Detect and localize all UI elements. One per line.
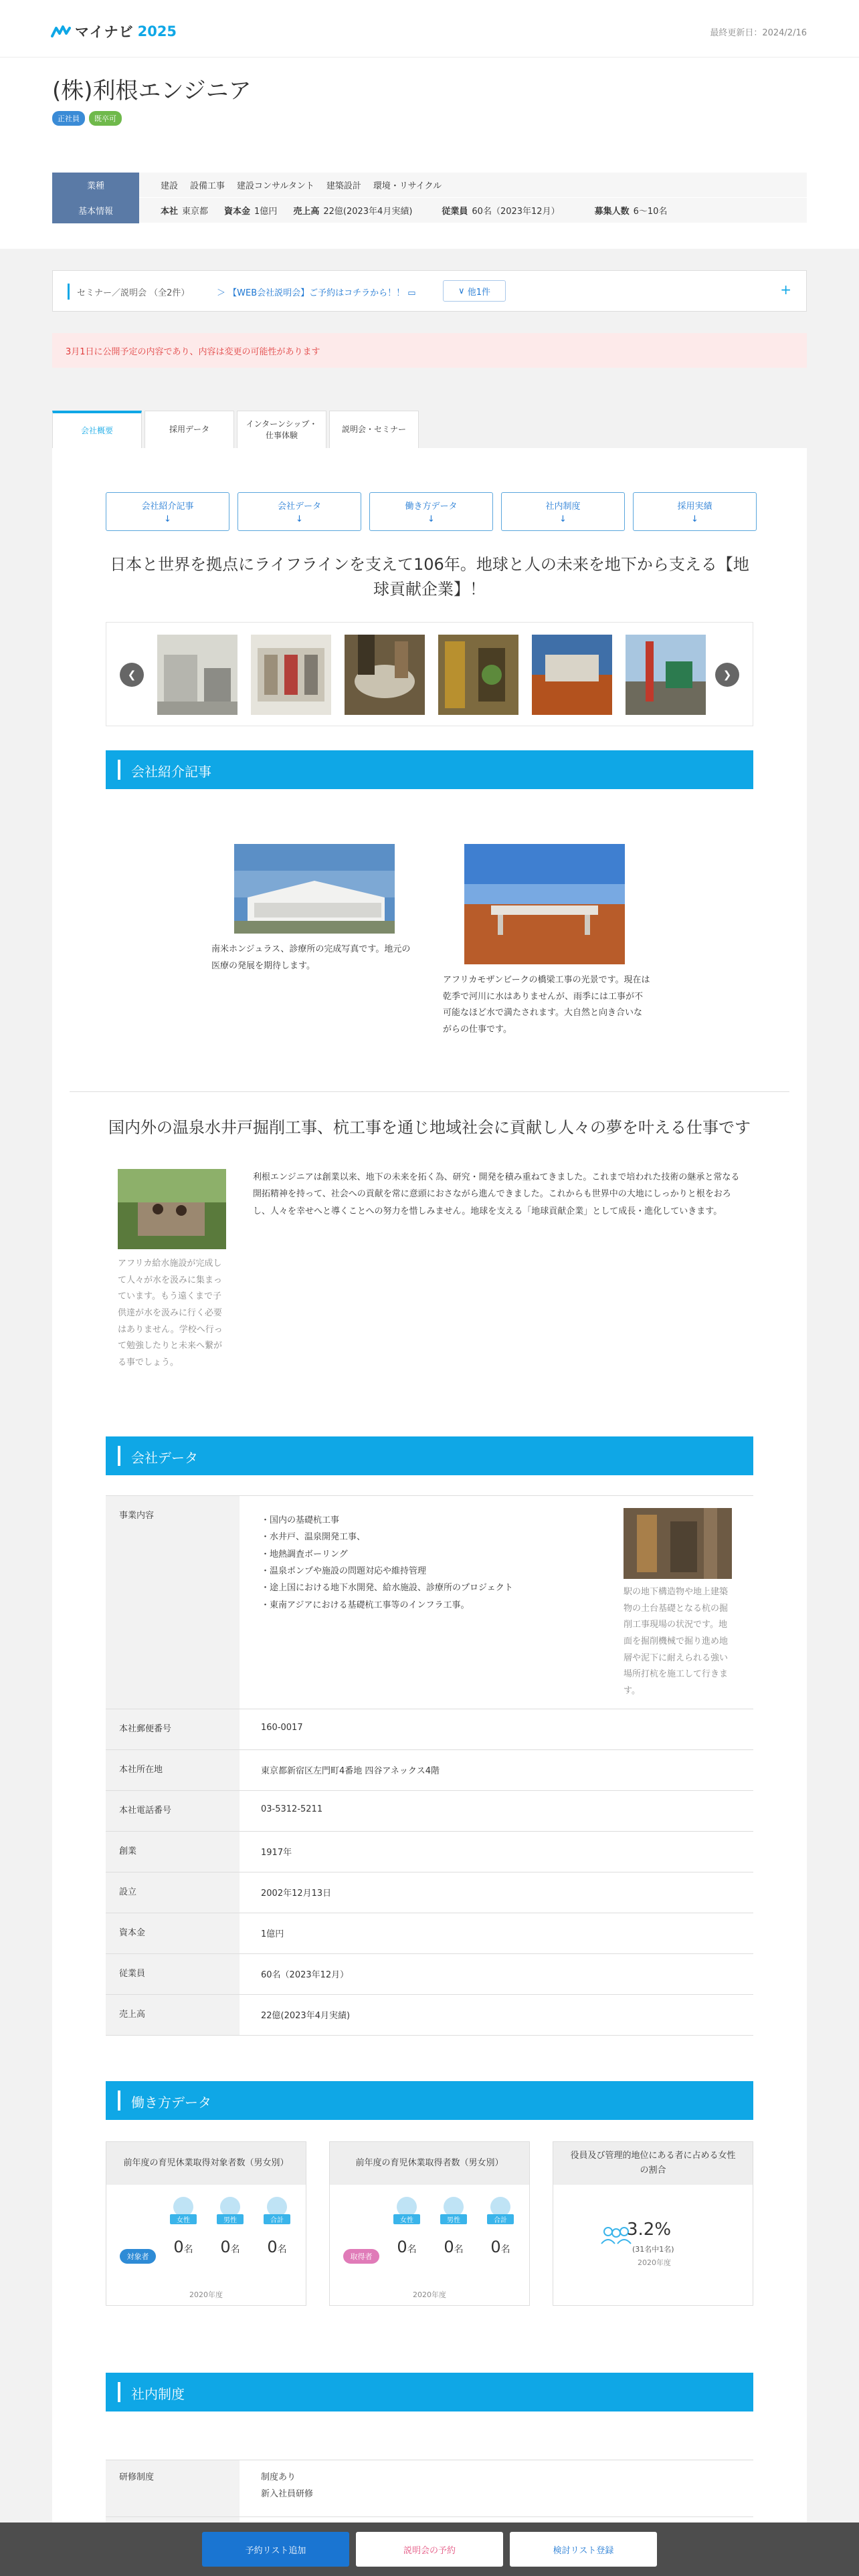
anchor-system[interactable]: 社内制度 ↓	[501, 492, 625, 531]
arrow-down-icon: ↓	[559, 514, 567, 524]
card-title: 前年度の育児休業取得対象者数（男女別）	[106, 2142, 306, 2185]
basic-info-item: 売上高 22億(2023年4月実績)	[293, 207, 413, 217]
row-label: 事業内容	[106, 1496, 240, 1709]
anchor-work-data[interactable]: 働き方データ ↓	[369, 492, 493, 531]
row-value: 1917年	[261, 1848, 292, 1858]
seminar-link[interactable]: ＞ 【WEB会社説明会】ご予約はコチラから！！ ▭	[217, 288, 416, 298]
table-row	[106, 1709, 753, 1750]
row-value: 160-0017	[261, 1723, 303, 1733]
industry-list	[139, 179, 442, 191]
divider	[70, 1091, 789, 1092]
stat-total: 合計 0名	[484, 2197, 517, 2256]
add-consider-list-button[interactable]: 検討リスト登録	[510, 2532, 657, 2567]
card-year: 2020年度	[413, 2290, 446, 2299]
business-photo	[624, 1508, 732, 1579]
intro-caption: アフリカ給水施設が完成して人々が水を汲みに集まっています。もう遠くまで子供達が水を汲みに行く必要はありません。学校へ行って勉強したりと未来へ繋がる事でしょう。	[118, 1259, 223, 1368]
logo-year: 2025	[137, 23, 177, 39]
row-label: 本社所在地	[106, 1750, 240, 1790]
row-label: 創業	[106, 1832, 240, 1872]
list-item: ・ 地熱調査ボーリング	[261, 1546, 753, 1563]
badges	[52, 111, 122, 126]
stat-female: 女性 0名	[167, 2197, 200, 2256]
basic-info-label: 基本情報	[52, 198, 139, 223]
carousel-photo[interactable]	[438, 635, 518, 715]
industry-label: 業種	[52, 173, 139, 198]
badge-fulltime: 正社員	[52, 111, 85, 126]
work-data-cards	[106, 2141, 753, 2306]
site-header	[0, 0, 859, 58]
basic-info-item: 本社 東京都	[161, 207, 209, 217]
row-value: 制度あり 新入社員研修	[261, 2472, 314, 2499]
table-row	[106, 1913, 753, 1954]
stat-male: 男性 0名	[437, 2197, 470, 2256]
ratio-detail: (31名中1名)	[632, 2245, 674, 2254]
ratio-value: 3.2%	[627, 2220, 672, 2240]
basic-info-item: 従業員 60名（2023年12月）	[442, 207, 560, 217]
reserve-seminar-button[interactable]: 説明会の予約	[356, 2532, 503, 2567]
industry-item: 設備工事	[190, 181, 225, 191]
table-row	[106, 1496, 753, 1709]
table-row	[106, 1872, 753, 1913]
last-updated: 最終更新日：2024/2/16	[710, 28, 807, 38]
target-badge: 対象者	[120, 2249, 156, 2264]
table-row	[106, 1995, 753, 2036]
article-caption: アフリカモザンビークの橋梁工事の光景です。現在は乾季で河川に水はありませんが、雨季には工事が不可能なほど水で満たされます。大自然と向き合いながらの仕事です。	[443, 975, 650, 1035]
anchor-results[interactable]: 採用実績 ↓	[633, 492, 757, 531]
taken-badge: 取得者	[343, 2249, 379, 2264]
card-body	[106, 2185, 306, 2305]
seminar-bar	[52, 270, 807, 312]
arrow-down-icon: ↓	[691, 514, 698, 524]
stat-total: 合計 0名	[260, 2197, 294, 2256]
card-title: 前年度の育児休業取得者数（男女別）	[330, 2142, 529, 2185]
anchor-articles[interactable]: 会社紹介記事 ↓	[106, 492, 229, 531]
window-icon: ▭	[407, 288, 416, 298]
arrow-down-icon: ↓	[164, 514, 171, 524]
anchor-nav	[106, 492, 757, 531]
logo-text: マイナビ	[75, 24, 134, 40]
carousel-photo[interactable]	[626, 635, 706, 715]
site-logo[interactable]	[51, 21, 177, 41]
industry-item: 建設コンサルタント	[237, 181, 314, 191]
intro-text: 利根エンジニアは創業以来、地下の未来を拓く為、研究・開発を積み重ねてきました。これまで培われた技術の継承と常なる開拓精神を持って、社会への貢献を常に意頭におさながら進んできました。これからも世界中の大地にしっかりと根をおろし、人々を幸せへと導くことへの努力を惜しみません。地球を支える「地球貢献企業」として成長・進化していきます。	[253, 1172, 740, 1216]
row-value: 2002年12月13日	[261, 1889, 332, 1899]
list-item: ・ 水井戸、温泉開発工事、	[261, 1529, 753, 1545]
plus-icon[interactable]: +	[780, 282, 791, 298]
carousel-photo[interactable]	[251, 635, 331, 715]
row-value: 東京都新宿区左門町4番地 四谷アネックス4階	[261, 1766, 440, 1776]
industry-item: 建築設計	[326, 181, 361, 191]
row-label: 研修制度	[106, 2460, 240, 2516]
row-label: 設立	[106, 1872, 240, 1913]
table-row	[106, 1750, 753, 1791]
business-caption: 駅の地下構造物や地上建築物の土台基礎となる杭の掘削工事現場の状況です。地面を掘削機械で掘り進め地層や泥下に耐えられる強い場所打杭を施工して行きます。	[624, 1587, 729, 1697]
intro-photo	[118, 1169, 226, 1249]
company-info-table	[52, 173, 807, 223]
card-year: 2020年度	[638, 2258, 671, 2267]
arrow-down-icon: ↓	[427, 514, 435, 524]
article-photo	[234, 844, 395, 934]
list-item: ・ 東南アジアにおける基礎杭工事等のインフラ工事。	[261, 1597, 753, 1614]
female-manager-card	[553, 2141, 753, 2306]
row-value: 03-5312-5211	[261, 1804, 323, 1814]
badge-graduate: 既卒可	[89, 111, 122, 126]
company-header	[0, 58, 859, 249]
seminar-label: セミナー／説明会 （全2件）	[77, 288, 190, 298]
intro-heading: 国内外の温泉水井戸掘削工事、杭工事を通じ地域社会に貢献し人々の夢を叶える仕事です	[108, 1118, 751, 1137]
row-label: 従業員	[106, 1954, 240, 1994]
row-value: 22億(2023年4月実績)	[261, 2011, 351, 2021]
industry-item: 建設	[161, 181, 179, 191]
table-row	[106, 1832, 753, 1872]
action-bar	[0, 2523, 859, 2576]
seminar-accent	[68, 284, 70, 300]
basic-info-item: 資本金 1億円	[224, 207, 278, 217]
table-row	[106, 1791, 753, 1832]
tab-recruit-data[interactable]: 採用データ	[145, 411, 234, 448]
card-body	[553, 2185, 753, 2305]
company-data-table	[106, 1495, 753, 2036]
industry-row	[52, 173, 807, 198]
company-name: (株)利根エンジニア	[52, 78, 252, 104]
article-photo	[464, 844, 625, 964]
company-tagline: 日本と世界を拠点にライフラインを支えて106年。地球と人の未来を地下から支える【地球貢献企業】！	[110, 555, 749, 599]
stat-female: 女性 0名	[390, 2197, 423, 2256]
stat-male: 男性 0名	[213, 2197, 247, 2256]
childcare-taken-card	[329, 2141, 530, 2306]
section-articles: 会社紹介記事	[106, 750, 753, 789]
arrow-down-icon: ↓	[296, 514, 303, 524]
tab-overview[interactable]: 会社概要	[52, 411, 142, 448]
list-item: ・ 温泉ポンプや施設の問題対応や維持管理	[261, 1563, 753, 1580]
anchor-company-data[interactable]: 会社データ ↓	[237, 492, 361, 531]
basic-info-item: 募集人数 6～10名	[594, 207, 668, 217]
row-label: 売上高	[106, 1995, 240, 2035]
tab-internship[interactable]: インターンシップ・ 仕事体験	[237, 411, 326, 448]
row-label: 本社電話番号	[106, 1791, 240, 1831]
section-work-data: 働き方データ	[106, 2081, 753, 2120]
industry-item: 環境・リサイクル	[373, 181, 442, 191]
card-year: 2020年度	[189, 2290, 223, 2299]
carousel-next-icon[interactable]: ❯	[715, 663, 739, 687]
section-company-data: 会社データ	[106, 1436, 753, 1475]
card-body	[330, 2185, 529, 2305]
row-label: 本社郵便番号	[106, 1709, 240, 1749]
list-item: ・ 国内の基礎杭工事	[261, 1512, 753, 1529]
article-caption: 南米ホンジュラス、診療所の完成写真です。地元の医療の発展を期待します。	[211, 944, 411, 971]
carousel-thumbs	[157, 635, 706, 715]
tab-seminar[interactable]: 説明会・セミナー	[329, 411, 419, 448]
seminar-more-button[interactable]: ∨ 他1件	[443, 280, 506, 302]
childcare-target-card	[106, 2141, 306, 2306]
mynavi-logo-icon	[51, 24, 71, 39]
business-content	[240, 1496, 753, 1709]
basic-info-list	[139, 204, 667, 217]
table-row	[106, 2460, 753, 2517]
list-item: ・ 途上国における地下水開発、給水施設、診療所のプロジェクト	[261, 1580, 753, 1596]
section-system: 社内制度	[106, 2373, 753, 2411]
carousel-photo[interactable]	[345, 635, 425, 715]
row-value: 1億円	[261, 1929, 284, 1939]
carousel-prev-icon[interactable]: ❮	[120, 663, 144, 687]
carousel-photo[interactable]	[532, 635, 612, 715]
table-row	[106, 1954, 753, 1995]
row-label: 資本金	[106, 1913, 240, 1953]
row-value: 60名（2023年12月）	[261, 1970, 349, 1980]
basic-info-row	[52, 198, 807, 223]
add-reserve-list-button[interactable]: 予約リスト追加	[202, 2532, 349, 2567]
main-content	[52, 448, 807, 2576]
chevron-down-icon: ∨	[458, 286, 468, 296]
photo-carousel	[106, 622, 753, 726]
notice-banner: 3月1日に公開予定の内容であり、内容は変更の可能性があります	[52, 333, 807, 368]
tab-bar	[52, 411, 419, 448]
carousel-photo[interactable]	[157, 635, 237, 715]
card-title: 役員及び管理的地位にある者に占める女性の割合	[553, 2142, 753, 2185]
